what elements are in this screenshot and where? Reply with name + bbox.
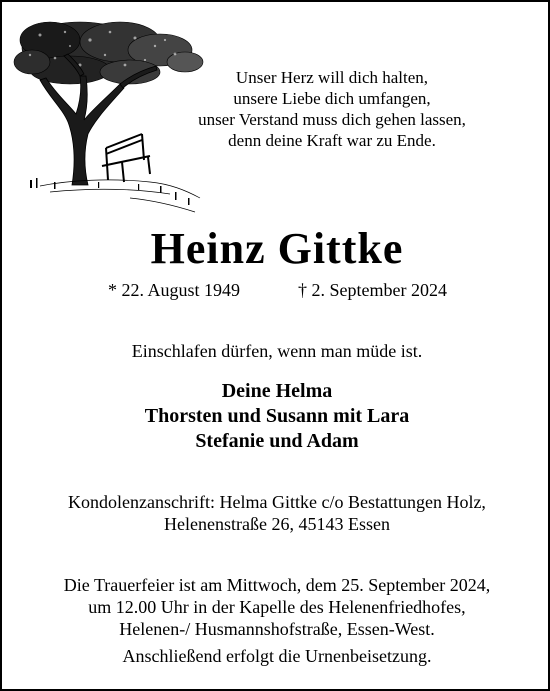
service-line: Helenen-/ Husmannshofstraße, Essen-West. [119, 619, 435, 639]
condolence-line: Helenenstraße 26, 45143 Essen [164, 514, 390, 534]
condolence-address [2, 491, 550, 535]
service-line: Die Trauerfeier ist am Mittwoch, dem 25. September 2024, [63, 575, 491, 595]
poem-line: unser Verstand muss dich gehen lassen, [198, 110, 466, 129]
poem-line: unsere Liebe dich umfangen, [233, 89, 431, 108]
poem [162, 67, 502, 151]
poem-line: denn deine Kraft war zu Ende. [228, 131, 436, 150]
deceased-name: Heinz Gittke [150, 224, 404, 273]
service-line: um 12.00 Uhr in der Kapelle des Helenenfriedhofes, [88, 597, 466, 617]
family-line: Deine Helma [221, 380, 333, 402]
funeral-service-info [2, 574, 550, 667]
death-date: † 2. September 2024 [298, 280, 447, 300]
birth-date: * 22. August 1949 [108, 280, 241, 300]
family-signatures [2, 379, 550, 454]
quote: Einschlafen dürfen, wenn man müde ist. [131, 341, 423, 361]
condolence-line: Kondolenzanschrift: Helma Gittke c/o Bestattungen Holz, [68, 492, 486, 512]
service-line: Anschließend erfolgt die Urnenbeisetzung. [122, 646, 432, 666]
poem-line: Unser Herz will dich halten, [235, 68, 429, 87]
family-line: Stefanie und Adam [195, 430, 359, 452]
family-line: Thorsten und Susann mit Lara [144, 405, 410, 427]
